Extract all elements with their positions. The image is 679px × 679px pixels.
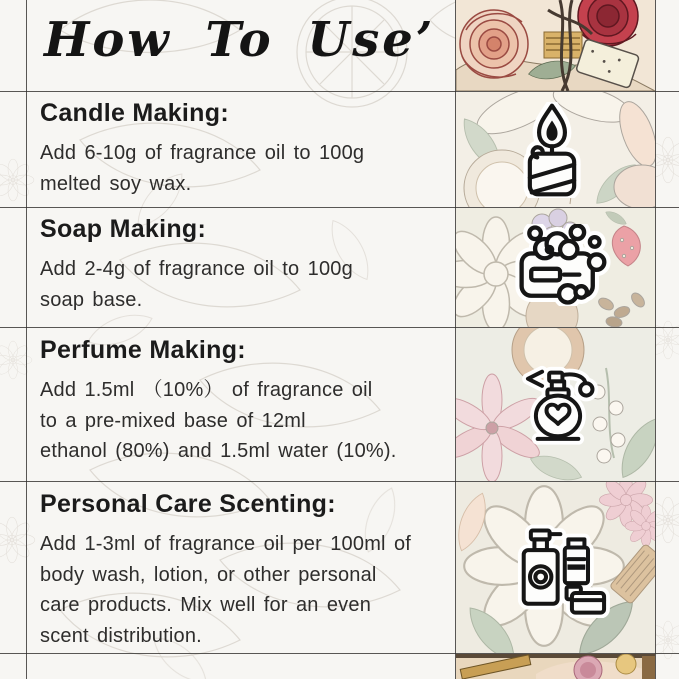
divider-title	[0, 91, 679, 92]
section-soap-making	[40, 215, 353, 315]
section-body-line: care products. Mix well for an even	[40, 594, 372, 616]
section-body-line: soap base.	[40, 288, 143, 311]
candle-icon	[522, 102, 582, 198]
divider-bottom	[0, 653, 679, 654]
section-heading: Candle Making:	[40, 99, 229, 127]
left-border-line	[26, 0, 27, 679]
right-border-line	[655, 0, 656, 679]
personal-care-icon	[516, 518, 610, 618]
section-body-line: ethanol (80%) and 1.5ml water (10%).	[40, 440, 397, 462]
section-body-line: Add 2-4g of fragrance oil to 100g	[40, 258, 353, 280]
section-body-line: Add 6-10g of fragrance oil to 100g	[40, 142, 365, 164]
section-body-line: melted soy wax.	[40, 172, 192, 195]
divider-soap-perfume	[0, 327, 679, 328]
section-heading: Perfume Making:	[40, 336, 246, 364]
section-body-line: Add 1.5ml （10%） of fragrance oil	[40, 379, 373, 401]
soap-icon	[512, 224, 612, 306]
divider-candle-soap	[0, 207, 679, 208]
roses-and-gift-tag-illustration	[456, 0, 655, 91]
perfume-spray-icon	[512, 354, 604, 446]
section-body-line: Add 1-3ml of fragrance oil per 100ml of	[40, 533, 412, 555]
section-candle-making	[40, 99, 364, 199]
framed-rose-illustration	[456, 654, 655, 679]
section-heading: Personal Care Scenting:	[40, 490, 336, 518]
section-body-line: scent distribution.	[40, 624, 202, 647]
page-title: How To Use’	[44, 12, 436, 68]
section-perfume-making	[40, 336, 397, 467]
section-heading: Soap Making:	[40, 215, 207, 243]
section-personal-care-scenting	[40, 490, 411, 651]
section-body-line: to a pre-mixed base of 12ml	[40, 409, 306, 432]
divider-perfume-care	[0, 481, 679, 482]
section-body-line: body wash, lotion, or other personal	[40, 563, 377, 586]
strip-divider-line	[455, 0, 456, 679]
